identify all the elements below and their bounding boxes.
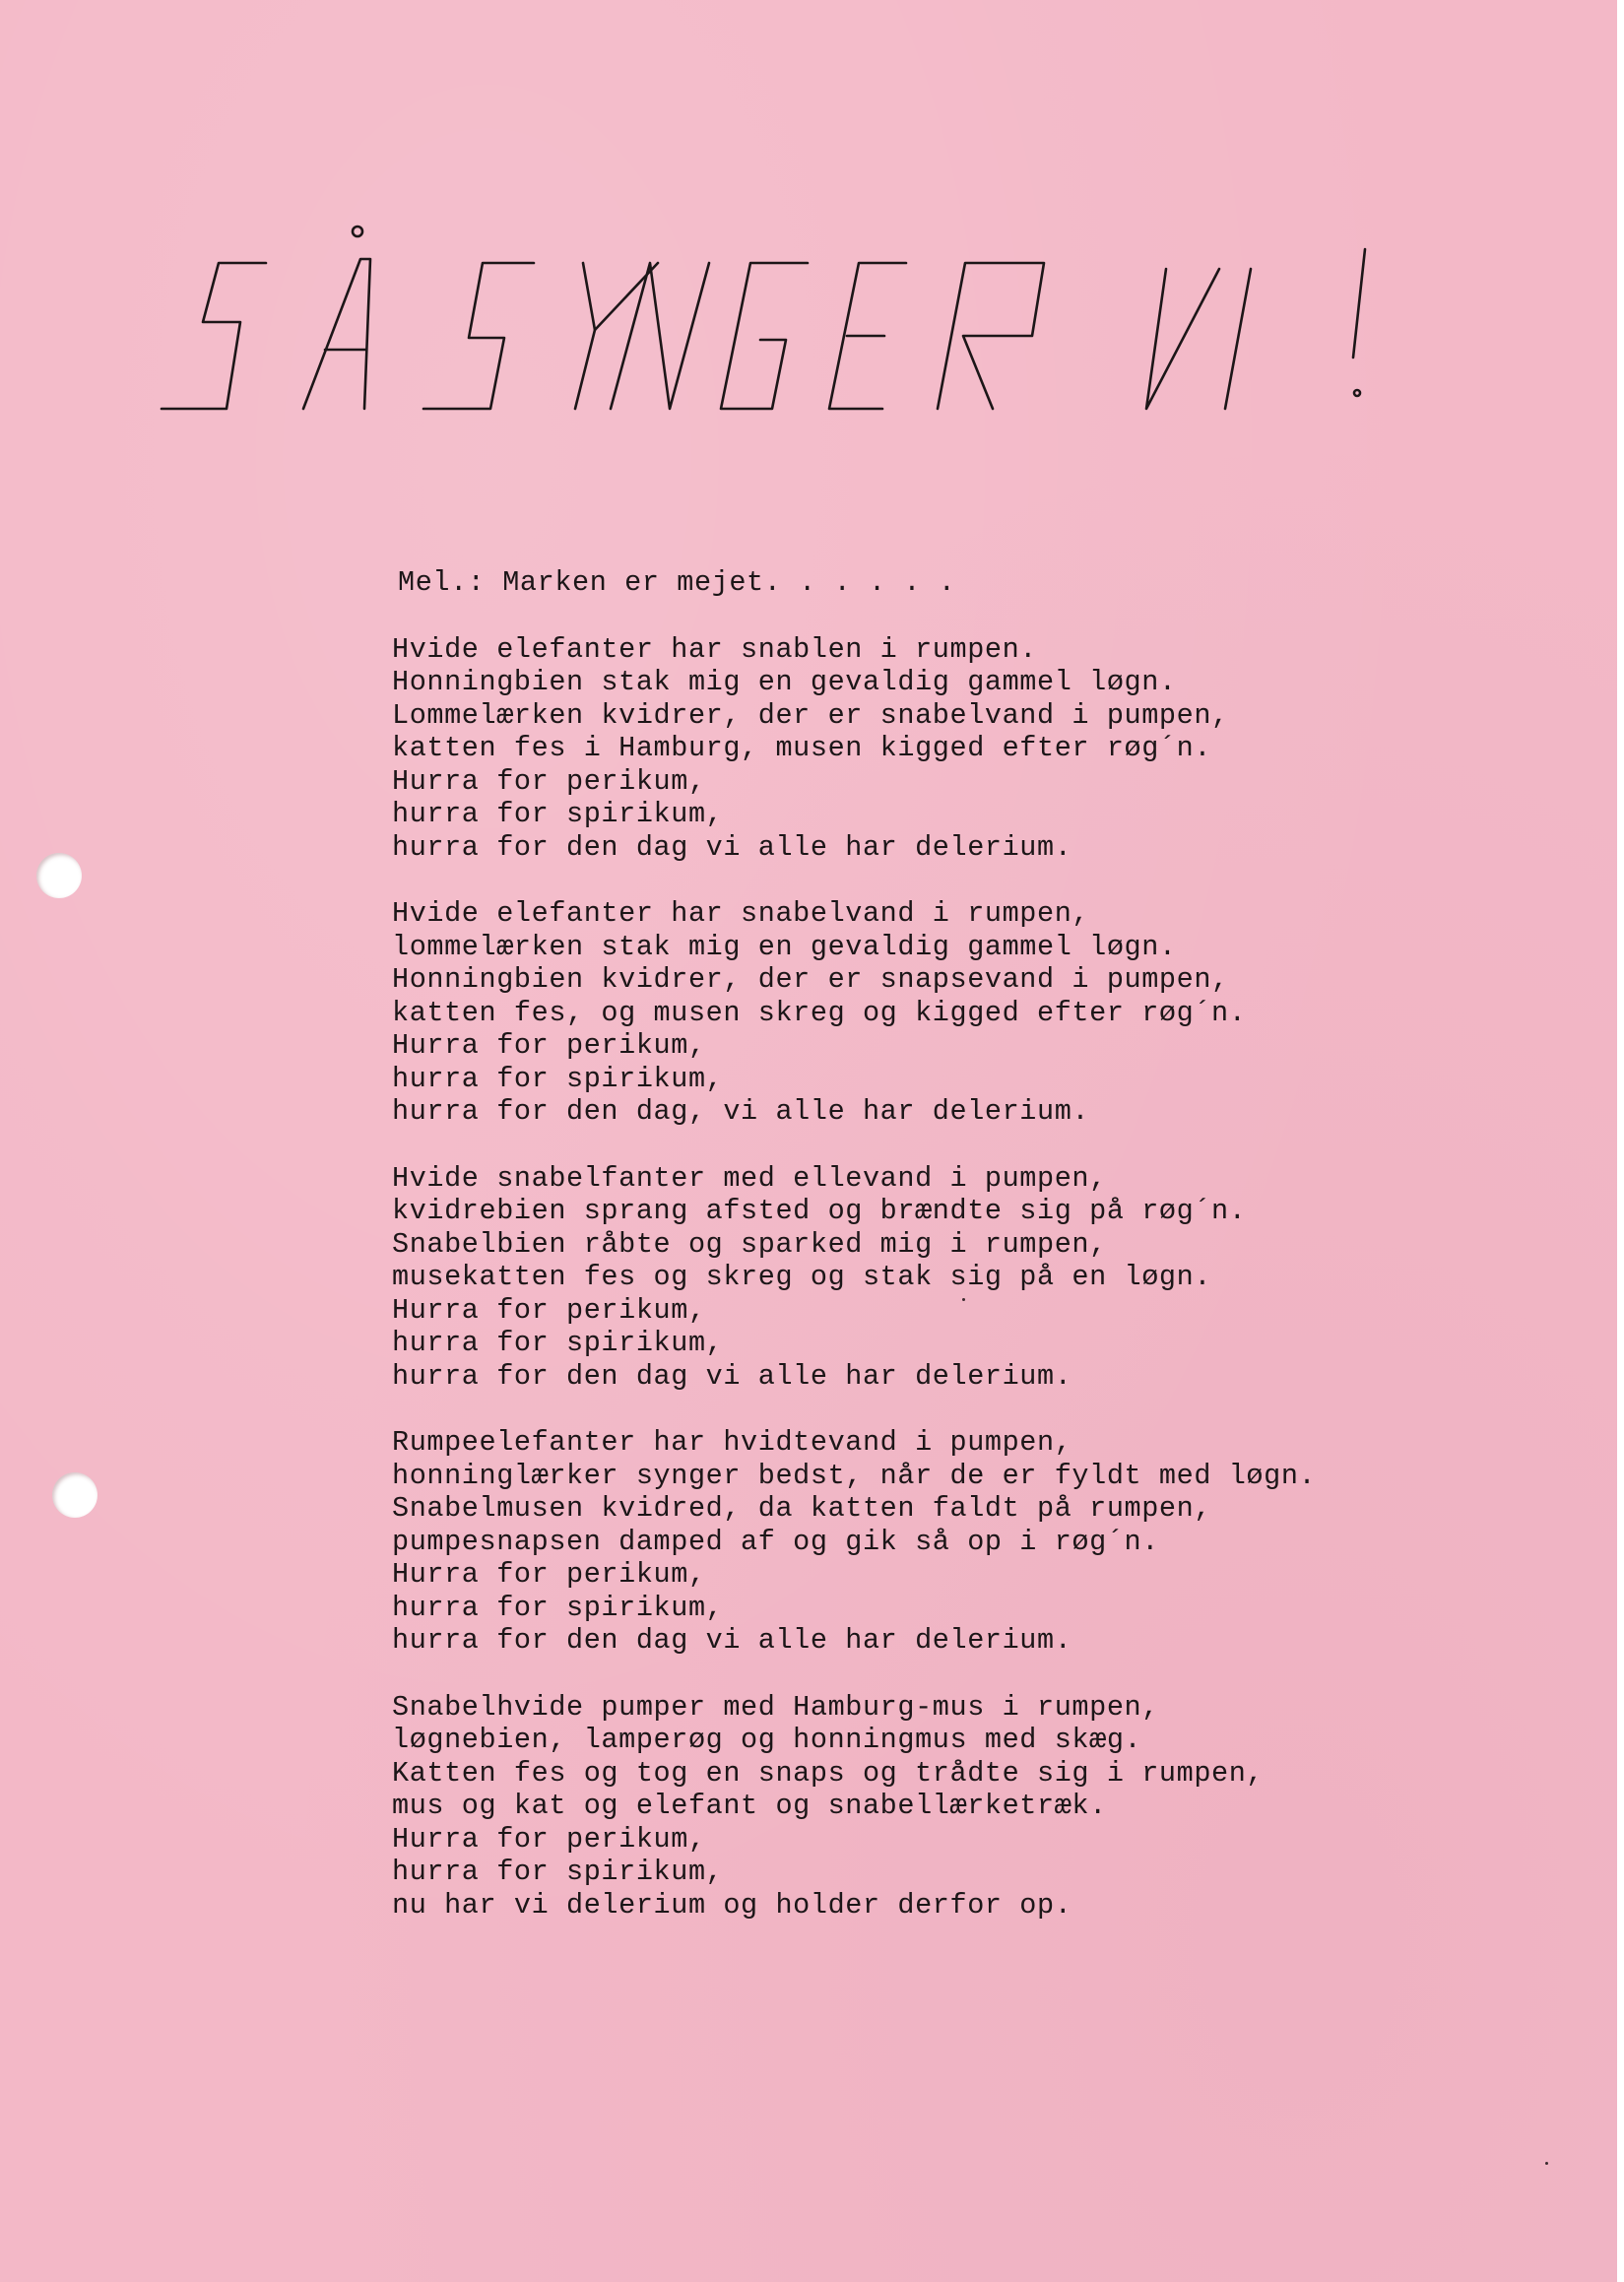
verse-line: musekatten fes og skreg og stak sig på en løgn. (392, 1261, 1212, 1293)
verse-line: pumpesnapsen damped af og gik så op i røg´n. (392, 1525, 1159, 1558)
verse-line: hurra for den dag, vi alle har delerium. (392, 1095, 1090, 1128)
paper-speck (1545, 2162, 1548, 2165)
verse-line: hurra for den dag vi alle har delerium. (392, 1624, 1072, 1657)
page-title (158, 212, 1379, 428)
verse-line: Hvide snabelfanter med ellevand i pumpen, (392, 1161, 1107, 1195)
page-edge (1617, 0, 1624, 2282)
verse-line: lommelærken stak mig en gevaldig gammel løgn. (392, 930, 1177, 963)
verse-line: katten fes i Hamburg, musen kigged efter røg´n. (392, 732, 1212, 764)
verse-line: mus og kat og elefant og snabellærketræk. (392, 1790, 1107, 1822)
punch-hole-top (36, 853, 82, 898)
verse-line: Hurra for perikum, (392, 1029, 706, 1062)
melody-line: Mel.: Marken er mejet. . . . . . (398, 566, 956, 599)
verse-line: Hurra for perikum, (392, 764, 706, 798)
verse-line: kvidrebien sprang afsted og brændte sig på røg´n. (392, 1195, 1247, 1227)
verse-line: Hvide elefanter har snabelvand i rumpen, (392, 897, 1090, 930)
title-lettering (158, 212, 1379, 428)
verse-line: katten fes, og musen skreg og kigged efter røg´n. (392, 996, 1247, 1029)
verse-line: Rumpeelefanter har hvidtevand i pumpen, (392, 1426, 1072, 1459)
verse-line: løgnebien, lamperøg og honningmus med skæg. (392, 1724, 1142, 1756)
verse-line: Hvide elefanter har snablen i rumpen. (392, 632, 1038, 666)
verse-line: Hurra for perikum, (392, 1558, 706, 1591)
verse-line: Katten fes og tog en snaps og trådte sig i rumpen, (392, 1756, 1265, 1790)
verse-line: hurra for spirikum, (392, 1327, 724, 1359)
verse-2 (392, 897, 1328, 1129)
verse-line: hurra for spirikum, (392, 1856, 724, 1888)
verse-line: honninglærker synger bedst, når de er fyldt med løgn. (392, 1459, 1317, 1492)
verse-line: Lommelærken kvidrer, der er snabelvand i pumpen, (392, 698, 1229, 732)
verse-5 (392, 1691, 1328, 1923)
verse-line: Hurra for perikum, (392, 1822, 706, 1856)
verse-line: Snabelhvide pumper med Hamburg-mus i rumpen, (392, 1690, 1159, 1724)
verse-3 (392, 1162, 1328, 1394)
song-text (392, 566, 1328, 1955)
verse-4 (392, 1426, 1328, 1658)
verse-line: Hurra for perikum, (392, 1293, 706, 1327)
verse-line: hurra for den dag vi alle har delerium. (392, 830, 1072, 864)
verse-line: nu har vi delerium og holder derfor op. (392, 1888, 1072, 1922)
verse-line: Snabelbien råbte og sparked mig i rumpen, (392, 1227, 1107, 1261)
verse-line: hurra for spirikum, (392, 1062, 724, 1095)
verse-line: hurra for spirikum, (392, 1591, 724, 1624)
verse-line: Honningbien stak mig en gevaldig gammel løgn. (392, 666, 1177, 698)
verse-1 (392, 633, 1328, 865)
page-title-text (158, 212, 159, 213)
verse-line: Honningbien kvidrer, der er snapsevand i pumpen, (392, 963, 1229, 996)
punch-hole-bottom (52, 1472, 97, 1518)
verse-line: Snabelmusen kvidred, da katten faldt på rumpen, (392, 1492, 1212, 1525)
verse-line: hurra for spirikum, (392, 798, 724, 830)
verse-line: hurra for den dag vi alle har delerium. (392, 1359, 1072, 1393)
